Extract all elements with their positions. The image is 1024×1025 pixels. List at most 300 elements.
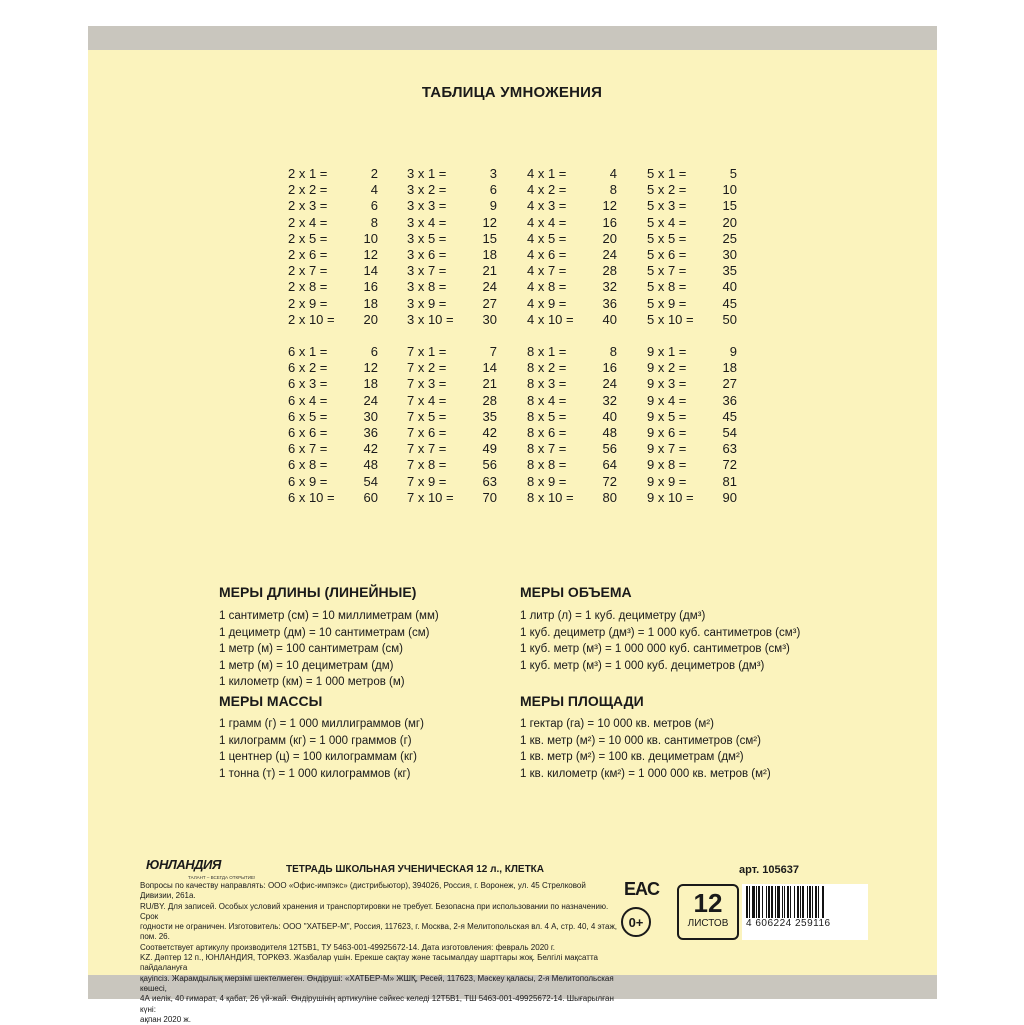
table-row — [527, 182, 617, 198]
table-row — [647, 312, 737, 328]
table-row — [527, 441, 617, 457]
barcode-bar — [746, 886, 748, 918]
fine-line: Вопросы по качеству направлять: ООО «Офис-импэкс» (дистрибьютор), 394026, Россия, г. Воронеж, ул. 45 Стрелковой Дивизии, 261а. — [140, 881, 586, 901]
barcode-bars — [746, 886, 864, 918]
expression: 8 x 9 = — [527, 473, 567, 489]
table-row — [527, 360, 617, 376]
fine-line: 4А иелік, 40 ғимарат, 4 қабат, 26 үй-жай. Өндірушінің артикуліне сәйкес келеді 12Т5В1, ТШ 5463-001-49925672-14. Шығарылған күні: — [140, 994, 614, 1014]
volume-line: 1 куб. дециметр (дм³) = 1 000 куб. сантиметров (см³) — [520, 626, 801, 639]
expression: 2 x 2 = — [288, 182, 328, 198]
fine-line: қауіпсіз. Жарамдылық мерзімі шектелмеген. Өндіруші: «ХАТБЕР-М» ЖШҚ, Ресей, 117623, Мәскеу қаласы, 2-я Мелитопольская көшесі, — [140, 973, 614, 993]
table-row — [527, 263, 617, 279]
mass-line: 1 центнер (ц) = 100 килограммам (кг) — [219, 751, 418, 763]
expression: 8 x 4 = — [527, 392, 567, 408]
result: 30 — [363, 408, 378, 424]
result: 40 — [602, 408, 617, 424]
expression: 8 x 5 = — [527, 408, 567, 424]
expression: 2 x 7 = — [288, 263, 328, 279]
barcode-bar — [775, 886, 776, 918]
expression: 4 x 3 = — [527, 198, 567, 214]
result: 56 — [602, 441, 617, 457]
barcode-bar — [787, 886, 789, 918]
expression: 3 x 1 = — [407, 166, 447, 181]
expression: 9 x 4 = — [647, 392, 687, 408]
multiplication-table — [288, 166, 378, 328]
table-row — [647, 198, 737, 214]
table-row — [288, 457, 378, 473]
result: 8 — [609, 344, 617, 359]
result: 30 — [722, 246, 737, 262]
barcode-bar — [812, 886, 813, 918]
expression: 4 x 7 = — [527, 263, 567, 279]
sheet-count-box — [677, 884, 739, 940]
barcode-bar — [771, 886, 773, 918]
barcode-bar — [818, 886, 819, 918]
result: 9 — [489, 198, 497, 214]
expression: 8 x 7 = — [527, 441, 567, 457]
table-row — [647, 166, 737, 182]
expression: 7 x 8 = — [407, 457, 447, 473]
result: 18 — [363, 295, 378, 311]
expression: 4 x 9 = — [527, 295, 567, 311]
result: 15 — [722, 198, 737, 214]
table-row — [407, 247, 497, 263]
expression: 6 x 1 = — [288, 344, 328, 359]
volume-line: 1 куб. метр (м³) = 1 000 куб. дециметров (дм³) — [520, 659, 765, 672]
barcode-bar — [758, 886, 760, 918]
result: 81 — [722, 473, 737, 489]
expression: 7 x 10 = — [407, 489, 454, 505]
result: 36 — [602, 295, 617, 311]
table-row — [647, 393, 737, 409]
result: 3 — [489, 166, 497, 181]
expression: 8 x 3 = — [527, 376, 567, 392]
expression: 6 x 10 = — [288, 489, 335, 505]
table-row — [647, 182, 737, 198]
result: 27 — [722, 376, 737, 392]
result: 4 — [609, 166, 617, 181]
result: 36 — [363, 424, 378, 440]
table-row — [407, 441, 497, 457]
result: 4 — [370, 182, 378, 198]
barcode-bar — [756, 886, 757, 918]
result: 70 — [482, 489, 497, 505]
table-row — [288, 215, 378, 231]
barcode-bar — [766, 886, 767, 918]
expression: 8 x 10 = — [527, 489, 574, 505]
area-line: 1 кв. метр (м²) = 10 000 кв. сантиметров (см²) — [520, 734, 761, 747]
result: 12 — [602, 198, 617, 214]
barcode-bar — [790, 886, 791, 918]
table-row — [647, 231, 737, 247]
result: 35 — [722, 263, 737, 279]
fine-line: KZ. Дәптер 12 п., ЮНЛАНДИЯ, ТОРКӨЗ. Жазбалар үшін. Ерекше сақтау және тасымалдау шарттары жоқ. Белгілі мақсатта пайдалануға — [140, 953, 598, 973]
expression: 9 x 7 = — [647, 441, 687, 457]
expression: 3 x 3 = — [407, 198, 447, 214]
result: 40 — [722, 279, 737, 295]
result: 12 — [482, 214, 497, 230]
table-row — [288, 344, 378, 360]
table-row — [288, 474, 378, 490]
table-row — [288, 312, 378, 328]
expression: 2 x 4 = — [288, 214, 328, 230]
result: 54 — [722, 424, 737, 440]
result: 35 — [482, 408, 497, 424]
table-row — [288, 166, 378, 182]
table-row — [288, 263, 378, 279]
expression: 2 x 8 = — [288, 279, 328, 295]
expression: 5 x 6 = — [647, 246, 687, 262]
multiplication-table — [527, 166, 617, 328]
table-row — [647, 474, 737, 490]
barcode-bar — [797, 886, 799, 918]
table-row — [407, 231, 497, 247]
expression: 9 x 1 = — [647, 344, 687, 359]
table-row — [647, 490, 737, 506]
table-row — [407, 263, 497, 279]
mass-line: 1 грамм (г) = 1 000 миллиграммов (мг) — [219, 718, 424, 730]
length-heading: МЕРЫ ДЛИНЫ (ЛИНЕЙНЫЕ) — [219, 584, 417, 600]
table-row — [647, 360, 737, 376]
area-line: 1 кв. километр (км²) = 1 000 000 кв. метров (м²) — [520, 767, 771, 780]
brand-slogan: ТАЛАНТ – ВСЕГДА ОТКРЫТИЕ! — [188, 875, 256, 880]
barcode-bar — [749, 886, 750, 918]
expression: 6 x 3 = — [288, 376, 328, 392]
result: 8 — [370, 214, 378, 230]
multiplication-table — [647, 344, 737, 506]
fine-line: годности не ограничен. Изготовитель: ООО "ХАТБЕР-М", Россия, 117623, г. Москва, 2-я Мелитопольская вл. 4 А, стр. 40, 4 этаж, пом. 26. — [140, 922, 618, 942]
table-row — [288, 296, 378, 312]
expression: 7 x 3 = — [407, 376, 447, 392]
expression: 4 x 2 = — [527, 182, 567, 198]
product-name: ТЕТРАДЬ ШКОЛЬНАЯ УЧЕНИЧЕСКАЯ 12 л., КЛЕТКА — [286, 864, 545, 875]
table-row — [527, 296, 617, 312]
result: 72 — [722, 457, 737, 473]
result: 40 — [602, 311, 617, 327]
result: 21 — [482, 263, 497, 279]
expression: 7 x 9 = — [407, 473, 447, 489]
result: 18 — [482, 246, 497, 262]
page-title: ТАБЛИЦА УМНОЖЕНИЯ — [421, 84, 603, 101]
area-heading: МЕРЫ ПЛОЩАДИ — [520, 693, 644, 709]
area-line: 1 кв. метр (м²) = 100 кв. дециметрам (дм²) — [520, 751, 744, 763]
multiplication-table — [647, 166, 737, 328]
mass-list — [219, 716, 424, 782]
result: 45 — [722, 295, 737, 311]
area-line: 1 гектар (га) = 10 000 кв. метров (м²) — [520, 718, 714, 730]
expression: 9 x 8 = — [647, 457, 687, 473]
result: 42 — [482, 424, 497, 440]
expression: 7 x 5 = — [407, 408, 447, 424]
result: 20 — [363, 311, 378, 327]
result: 20 — [602, 230, 617, 246]
area-list — [520, 716, 771, 782]
expression: 5 x 2 = — [647, 182, 687, 198]
length-line: 1 километр (км) = 1 000 метров (м) — [219, 676, 405, 688]
expression: 6 x 7 = — [288, 441, 328, 457]
expression: 5 x 9 = — [647, 295, 687, 311]
brand-logo: ЮНЛАНДИЯ — [146, 857, 221, 872]
expression: 8 x 6 = — [527, 424, 567, 440]
expression: 4 x 1 = — [527, 166, 567, 181]
table-row — [527, 247, 617, 263]
barcode-bar — [752, 886, 755, 918]
table-row — [647, 376, 737, 392]
table-row — [288, 490, 378, 506]
table-row — [407, 182, 497, 198]
sheet-count-label: ЛИСТОВ — [687, 918, 729, 929]
expression: 9 x 10 = — [647, 489, 694, 505]
table-row — [527, 279, 617, 295]
eac-mark: EAC — [624, 879, 660, 899]
table-row — [647, 441, 737, 457]
length-list — [219, 608, 439, 691]
expression: 9 x 9 = — [647, 473, 687, 489]
multiplication-table — [407, 166, 497, 328]
result: 28 — [482, 392, 497, 408]
table-row — [527, 457, 617, 473]
barcode-bar — [809, 886, 811, 918]
mass-line: 1 килограмм (кг) = 1 000 граммов (г) — [219, 734, 412, 747]
result: 27 — [482, 295, 497, 311]
mass-heading: МЕРЫ МАССЫ — [219, 693, 323, 709]
table-row — [288, 425, 378, 441]
table-row — [288, 441, 378, 457]
mass-line: 1 тонна (т) = 1 000 килограммов (кг) — [219, 767, 411, 780]
table-row — [407, 296, 497, 312]
expression: 4 x 10 = — [527, 311, 574, 327]
result: 6 — [370, 344, 378, 359]
result: 5 — [729, 166, 737, 181]
result: 80 — [602, 489, 617, 505]
result: 2 — [370, 166, 378, 181]
result: 12 — [363, 246, 378, 262]
table-row — [527, 474, 617, 490]
result: 16 — [602, 360, 617, 376]
barcode-bar — [794, 886, 795, 918]
expression: 5 x 7 = — [647, 263, 687, 279]
expression: 3 x 9 = — [407, 295, 447, 311]
table-row — [288, 247, 378, 263]
expression: 6 x 5 = — [288, 408, 328, 424]
table-row — [407, 393, 497, 409]
multiplication-table — [407, 344, 497, 506]
table-row — [407, 215, 497, 231]
fine-line: Соответствует артикулу производителя 12Т5В1, ТУ 5463-001-49925672-14. Дата изготовления: февраль 2020 г. — [140, 942, 555, 952]
length-line: 1 метр (м) = 10 дециметрам (дм) — [219, 659, 394, 672]
result: 63 — [722, 441, 737, 457]
result: 25 — [722, 230, 737, 246]
table-row — [647, 409, 737, 425]
length-line: 1 сантиметр (см) = 10 миллиметрам (мм) — [219, 610, 439, 622]
barcode-bar — [815, 886, 817, 918]
table-row — [647, 215, 737, 231]
barcode-bar — [802, 886, 804, 918]
expression: 6 x 2 = — [288, 360, 328, 376]
table-row — [288, 376, 378, 392]
result: 90 — [722, 489, 737, 505]
length-line: 1 метр (м) = 100 сантиметрам (см) — [219, 643, 404, 655]
result: 14 — [363, 263, 378, 279]
result: 32 — [602, 279, 617, 295]
result: 6 — [489, 182, 497, 198]
result: 10 — [363, 230, 378, 246]
result: 48 — [602, 424, 617, 440]
result: 7 — [489, 344, 497, 359]
expression: 5 x 1 = — [647, 166, 687, 181]
table-row — [647, 263, 737, 279]
expression: 9 x 5 = — [647, 408, 687, 424]
volume-line: 1 литр (л) = 1 куб. дециметру (дм³) — [520, 610, 706, 622]
barcode-bar — [768, 886, 770, 918]
expression: 4 x 6 = — [527, 246, 567, 262]
result: 48 — [363, 457, 378, 473]
table-row — [407, 312, 497, 328]
age-rating-badge: 0+ — [621, 907, 651, 937]
table-row — [407, 425, 497, 441]
table-row — [647, 279, 737, 295]
result: 21 — [482, 376, 497, 392]
expression: 3 x 7 = — [407, 263, 447, 279]
result: 28 — [602, 263, 617, 279]
expression: 9 x 2 = — [647, 360, 687, 376]
expression: 5 x 3 = — [647, 198, 687, 214]
result: 50 — [722, 311, 737, 327]
table-row — [407, 490, 497, 506]
table-row — [407, 457, 497, 473]
expression: 5 x 10 = — [647, 311, 694, 327]
table-row — [288, 279, 378, 295]
table-row — [288, 198, 378, 214]
expression: 6 x 9 = — [288, 473, 328, 489]
table-row — [288, 360, 378, 376]
expression: 4 x 4 = — [527, 214, 567, 230]
result: 8 — [609, 182, 617, 198]
result: 24 — [363, 392, 378, 408]
result: 42 — [363, 441, 378, 457]
table-row — [527, 393, 617, 409]
result: 12 — [363, 360, 378, 376]
expression: 4 x 8 = — [527, 279, 567, 295]
result: 60 — [363, 489, 378, 505]
barcode-bar — [777, 886, 780, 918]
expression: 7 x 4 = — [407, 392, 447, 408]
multiplication-table — [288, 344, 378, 506]
expression: 3 x 5 = — [407, 230, 447, 246]
result: 24 — [602, 376, 617, 392]
table-row — [527, 376, 617, 392]
expression: 4 x 5 = — [527, 230, 567, 246]
table-row — [407, 360, 497, 376]
expression: 2 x 3 = — [288, 198, 328, 214]
result: 36 — [722, 392, 737, 408]
volume-heading: МЕРЫ ОБЪЕМА — [520, 584, 632, 600]
barcode-bar — [782, 886, 783, 918]
barcode-icon — [742, 884, 868, 940]
expression: 3 x 8 = — [407, 279, 447, 295]
expression: 9 x 6 = — [647, 424, 687, 440]
expression: 3 x 6 = — [407, 246, 447, 262]
result: 16 — [602, 214, 617, 230]
table-row — [407, 409, 497, 425]
table-row — [407, 344, 497, 360]
expression: 2 x 10 = — [288, 311, 335, 327]
result: 18 — [722, 360, 737, 376]
result: 64 — [602, 457, 617, 473]
result: 10 — [722, 182, 737, 198]
table-row — [407, 376, 497, 392]
expression: 6 x 4 = — [288, 392, 328, 408]
result: 9 — [729, 344, 737, 359]
article-number: арт. 105637 — [739, 864, 799, 876]
legal-fine-print — [140, 881, 620, 1025]
result: 63 — [482, 473, 497, 489]
expression: 7 x 1 = — [407, 344, 447, 359]
table-row — [647, 296, 737, 312]
expression: 8 x 2 = — [527, 360, 567, 376]
barcode-bar — [822, 886, 824, 918]
table-row — [527, 344, 617, 360]
result: 14 — [482, 360, 497, 376]
result: 15 — [482, 230, 497, 246]
result: 32 — [602, 392, 617, 408]
fine-line: RU/BY. Для записей. Особых условий хранения и транспортировки не требует. Безопасна при использовании по назначению. Срок — [140, 901, 609, 921]
barcode-bar — [762, 886, 763, 918]
result: 24 — [482, 279, 497, 295]
notebook-cover — [88, 50, 937, 975]
fine-line: ақпан 2020 ж. — [140, 1014, 191, 1024]
expression: 2 x 6 = — [288, 246, 328, 262]
table-row — [527, 409, 617, 425]
sheet-count: 12 — [693, 888, 723, 918]
table-row — [527, 312, 617, 328]
table-row — [527, 215, 617, 231]
table-row — [288, 182, 378, 198]
expression: 7 x 6 = — [407, 424, 447, 440]
expression: 3 x 10 = — [407, 311, 454, 327]
expression: 9 x 3 = — [647, 376, 687, 392]
result: 6 — [370, 198, 378, 214]
length-line: 1 дециметр (дм) = 10 сантиметрам (см) — [219, 626, 430, 639]
expression: 2 x 1 = — [288, 166, 328, 181]
expression: 2 x 9 = — [288, 295, 328, 311]
expression: 5 x 4 = — [647, 214, 687, 230]
table-row — [527, 231, 617, 247]
result: 16 — [363, 279, 378, 295]
table-row — [527, 166, 617, 182]
volume-list — [520, 608, 800, 674]
expression: 3 x 4 = — [407, 214, 447, 230]
result: 18 — [363, 376, 378, 392]
result: 30 — [482, 311, 497, 327]
table-row — [288, 393, 378, 409]
table-row — [527, 425, 617, 441]
expression: 5 x 8 = — [647, 279, 687, 295]
expression: 8 x 1 = — [527, 344, 567, 359]
barcode-bar — [800, 886, 801, 918]
expression: 6 x 6 = — [288, 424, 328, 440]
expression: 7 x 2 = — [407, 360, 447, 376]
expression: 3 x 2 = — [407, 182, 447, 198]
result: 49 — [482, 441, 497, 457]
table-row — [527, 198, 617, 214]
table-row — [647, 247, 737, 263]
multiplication-table — [527, 344, 617, 506]
table-row — [647, 457, 737, 473]
expression: 2 x 5 = — [288, 230, 328, 246]
result: 56 — [482, 457, 497, 473]
result: 45 — [722, 408, 737, 424]
